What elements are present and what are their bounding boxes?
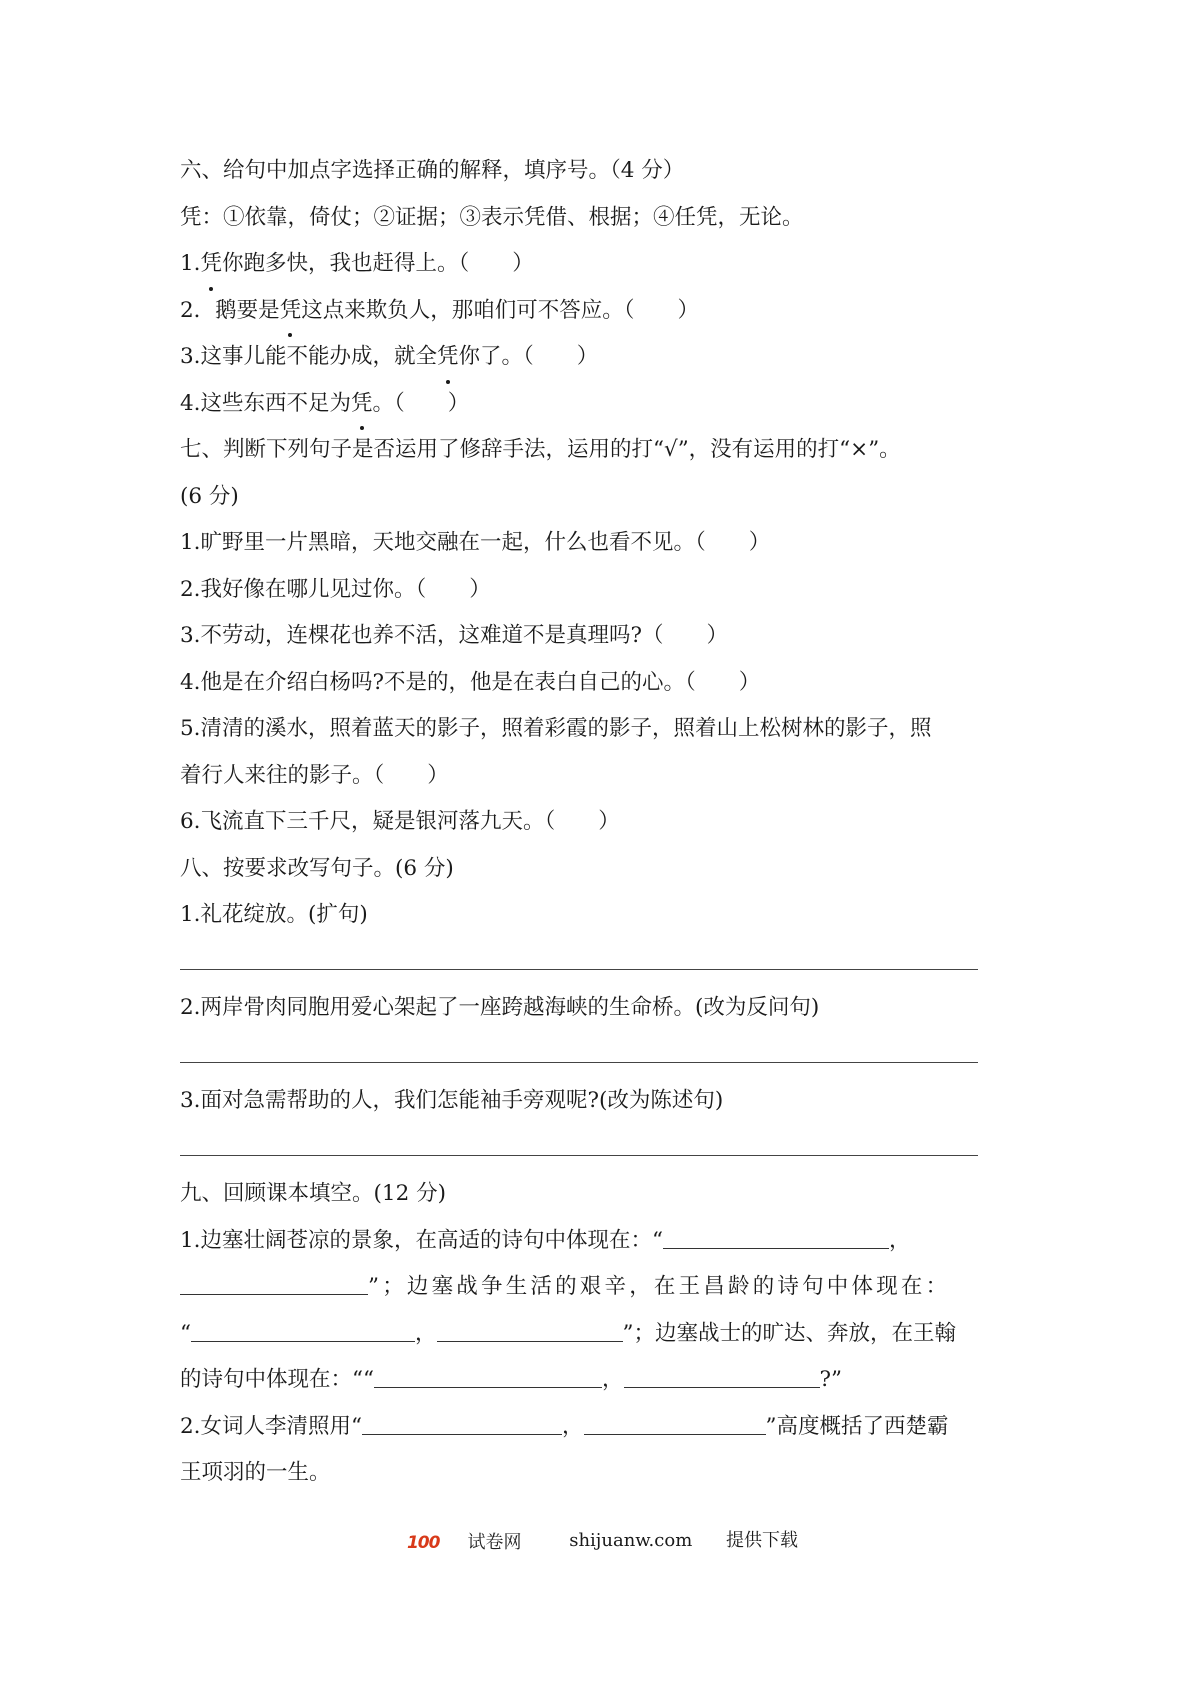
site-logo xyxy=(393,1528,536,1554)
text: “ xyxy=(180,1320,191,1346)
section-9-question-2-line-1 xyxy=(180,1404,1020,1451)
emphasized-char: 凭 xyxy=(351,381,373,428)
emphasized-char: 凭 xyxy=(437,334,459,381)
text: ， xyxy=(889,1227,911,1253)
section-9-question-2-line-2: 王项羽的一生。 xyxy=(180,1460,331,1485)
section-9-question-1-line-1 xyxy=(180,1218,1020,1265)
text: ， xyxy=(562,1413,584,1439)
text: ”高度概括了西楚霸 xyxy=(765,1413,949,1439)
section-9-question-1-line-4 xyxy=(180,1357,1020,1404)
fill-blank[interactable] xyxy=(437,1319,623,1342)
section-8-question-2: 2.两岸骨肉同胞用爱心架起了一座跨越海峡的生命桥。(改为反问句) xyxy=(180,995,820,1020)
q-suffix: 你了。（ ） xyxy=(458,344,599,369)
section-9-question-1-line-2 xyxy=(180,1264,1020,1311)
fill-blank[interactable] xyxy=(362,1412,562,1435)
exam-page xyxy=(180,148,1020,1497)
q-prefix: 2．鹅要是 xyxy=(180,297,280,323)
section-7-question-4: 4.他是在介绍白杨吗?不是的，他是在表白自己的心。（ ） xyxy=(180,669,761,695)
section-7-question-3: 3.不劳动，连棵花也养不活，这难道不是真理吗?（ ） xyxy=(180,623,729,648)
section-6-title: 六、给句中加点字选择正确的解释，填序号。（4 分） xyxy=(180,158,685,183)
q-suffix: 这点来欺负人，那咱们可不答应。（ ） xyxy=(301,297,699,323)
fill-blank[interactable] xyxy=(584,1412,766,1435)
answer-line[interactable] xyxy=(180,1032,1020,1079)
text: ， xyxy=(601,1367,624,1392)
section-6-question-4 xyxy=(180,381,1020,428)
q-prefix: 1. xyxy=(180,251,201,276)
q-suffix: 。（ ） xyxy=(372,390,470,416)
section-8-question-1: 1.礼花绽放。(扩句) xyxy=(180,902,368,927)
fill-blank[interactable] xyxy=(191,1319,415,1342)
text: 的诗句中体现在：““ xyxy=(180,1367,374,1392)
section-6-definition: 凭：①依靠，倚仗；②证据；③表示凭借、根据；④任凭，无论。 xyxy=(180,204,804,230)
text: 2.女词人李清照用“ xyxy=(180,1413,363,1439)
section-6-question-1 xyxy=(180,241,1020,288)
section-7-question-6: 6.飞流直下三千尺，疑是银河落九天。（ ） xyxy=(180,809,620,834)
section-8-title: 八、按要求改写句子。(6 分) xyxy=(180,855,454,881)
logo-text: 试卷网 xyxy=(467,1532,522,1553)
section-8-question-3: 3.面对急需帮助的人，我们怎能袖手旁观呢?(改为陈述句) xyxy=(180,1088,724,1113)
answer-line[interactable] xyxy=(180,939,1020,986)
answer-line[interactable] xyxy=(180,1125,1020,1172)
fill-blank[interactable] xyxy=(374,1365,602,1388)
footer-note: 提供下载 xyxy=(726,1530,799,1551)
section-9-title: 九、回顾课本填空。(12 分) xyxy=(180,1181,446,1206)
page-footer xyxy=(0,1526,1191,1554)
section-6-question-2 xyxy=(180,288,1020,335)
fill-blank[interactable] xyxy=(624,1365,820,1388)
section-7-question-2: 2.我好像在哪儿见过你。（ ） xyxy=(180,576,491,602)
site-url: shijuanw.com xyxy=(569,1530,693,1551)
section-7-question-5b: 着行人来往的影子。（ ） xyxy=(180,762,449,788)
emphasized-char: 凭 xyxy=(201,241,223,288)
emphasized-char: 凭 xyxy=(280,288,302,335)
text: ”；边塞战争生活的艰辛，在王昌龄的诗句中体现在： xyxy=(368,1274,951,1299)
text: 1.边塞壮阔苍凉的景象，在高适的诗句中体现在：“ xyxy=(180,1227,664,1253)
section-6-question-3 xyxy=(180,334,1020,381)
section-7-question-5a: 5.清清的溪水，照着蓝天的影子，照着彩霞的影子，照着山上松树林的影子，照 xyxy=(180,716,932,741)
logo-number: 100 xyxy=(406,1533,440,1553)
q-prefix: 4.这些东西不足为 xyxy=(180,390,352,416)
fill-blank[interactable] xyxy=(663,1226,889,1249)
section-7-score: (6 分) xyxy=(180,483,239,509)
fill-blank[interactable] xyxy=(180,1272,368,1295)
q-prefix: 3.这事儿能不能办成，就全 xyxy=(180,344,438,369)
text: ， xyxy=(415,1320,437,1346)
section-9-question-1-line-3 xyxy=(180,1311,1020,1358)
text: ?” xyxy=(819,1367,843,1392)
section-7-question-1: 1.旷野里一片黑暗，天地交融在一起，什么也看不见。（ ） xyxy=(180,530,771,555)
text: ”；边塞战士的旷达、奔放，在王翰 xyxy=(622,1320,957,1346)
section-7-title: 七、判断下列句子是否运用了修辞手法，运用的打“√”，没有运用的打“×”。 xyxy=(180,437,901,462)
q-suffix: 你跑多快，我也赶得上。（ ） xyxy=(222,251,534,276)
